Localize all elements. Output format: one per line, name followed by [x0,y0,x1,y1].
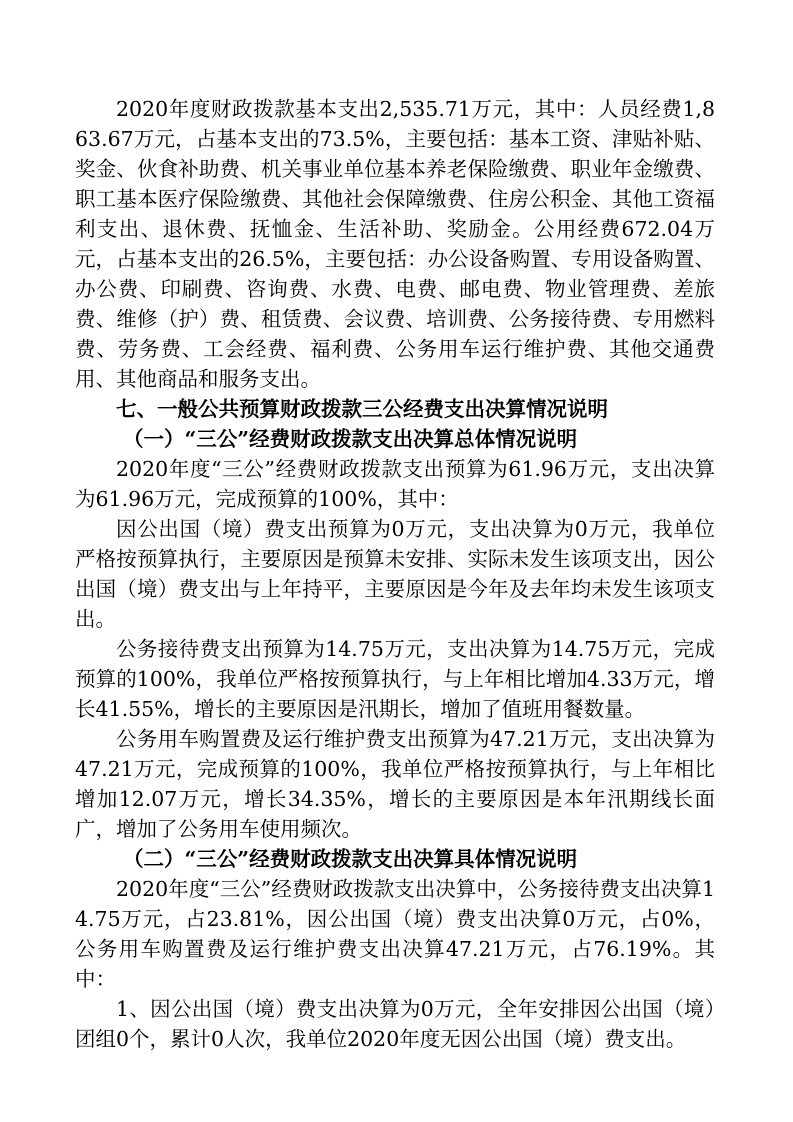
document-page [75,94,715,1054]
paragraph-basic-expenditure: 2020年度财政拨款基本支出2,535.71万元，其中：人员经费1,863.67万元，占基本支出的73.5%，主要包括：基本工资、津贴补贴、奖金、伙食补助费、机关事业单位基本养老保险缴费、职业年金缴费、职工基本医疗保险缴费、其他社会保障缴费、住房公积金、其他工资福利支出、退休费、抚恤金、生活补助、奖励金。公用经费672.04万元，占基本支出的26.5%，主要包括：办公设备购置、专用设备购置、办公费、印刷费、咨询费、水费、电费、邮电费、物业管理费、差旅费、维修（护）费、租赁费、会议费、培训费、公务接待费、专用燃料费、劳务费、工会经费、福利费、公务用车运行维护费、其他交通费用、其他商品和服务支出。 [75,97,715,391]
paragraph-detail-breakdown: 2020年度“三公”经费财政拨款支出决算中，公务接待费支出决算14.75万元，占23.81%，因公出国（境）费支出决算0万元，占0%，公务用车购置费及运行维护费支出决算47.21万元，占76.19%。其中： [75,877,715,991]
paragraph-overseas-travel: 因公出国（境）费支出预算为0万元，支出决算为0万元，我单位严格按预算执行，主要原因是预算未安排、实际未发生该项支出，因公出国（境）费支出与上年持平，主要原因是今年及去年均未发生该项支出。 [75,517,715,631]
paragraph-official-reception: 公务接待费支出预算为14.75万元，支出决算为14.75万元，完成预算的100%，我单位严格按预算执行，与上年相比增加4.33万元，增长41.55%，增长的主要原因是汛期长，增加了值班用餐数量。 [75,637,715,721]
paragraph-official-vehicles: 公务用车购置费及运行维护费支出预算为47.21万元，支出决算为47.21万元，完成预算的100%，我单位严格按预算执行，与上年相比增加12.07万元，增长34.35%，增长的主要原因是本年汛期线长面广，增加了公务用车使用频次。 [75,727,715,841]
subsection-heading-details: （二）“三公”经费财政拨款支出决算具体情况说明 [123,847,578,871]
section-heading-seven: 七、一般公共预算财政拨款三公经费支出决算情况说明 [116,397,608,421]
paragraph-three-public-budget: 2020年度“三公”经费财政拨款支出预算为61.96万元，支出决算为61.96万元，完成预算的100%，其中： [75,457,715,511]
paragraph-overseas-detail: 1、因公出国（境）费支出决算为0万元，全年安排因公出国（境）团组0个，累计0人次，我单位2020年度无因公出国（境）费支出。 [75,997,715,1051]
subsection-heading-overall: （一）“三公”经费财政拨款支出决算总体情况说明 [123,427,578,451]
